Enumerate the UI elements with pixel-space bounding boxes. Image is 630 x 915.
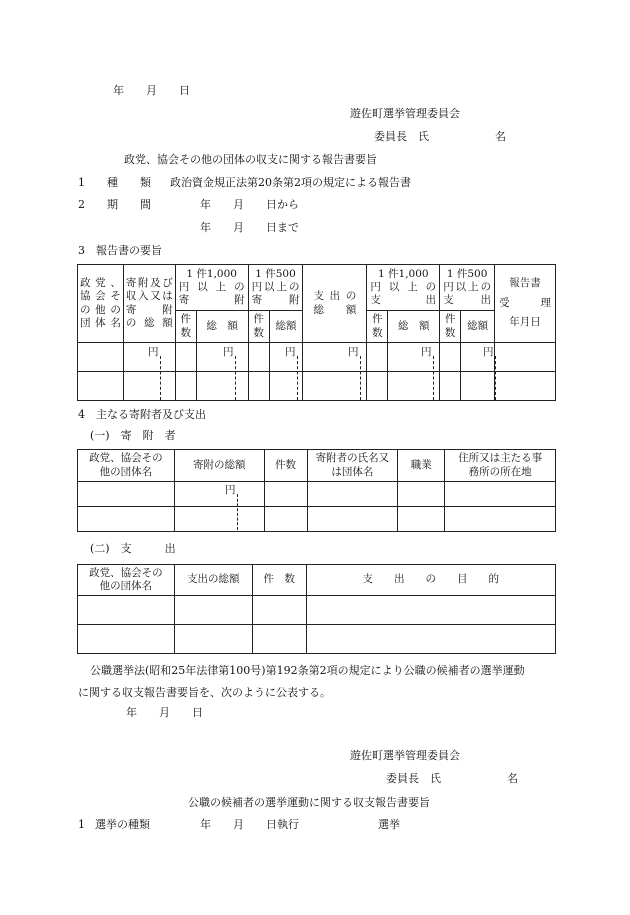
item4-heading: 4 主なる寄附者及び支出 xyxy=(78,408,206,421)
yen-unit: 円 xyxy=(483,346,494,358)
table-row xyxy=(78,507,556,532)
notice-line-1: 公職選挙法(昭和25年法律第100号)第192条第2項の規定により公職の候補者の選挙運動 xyxy=(90,664,525,677)
sub-count: 件数 xyxy=(440,311,461,343)
col-count: 件数 xyxy=(264,450,307,482)
col-donation-500: 1 件500 円以上の 寄 附 xyxy=(248,265,303,311)
col-received-date: 報告書 受 理 年月日 xyxy=(495,265,556,343)
period-from: 年 月 日から xyxy=(200,198,299,211)
col-expense-total: 支出の総額 xyxy=(174,565,252,596)
committee-name: 遊佐町選挙管理委員会 xyxy=(350,107,460,120)
item1-value: 政治資金規正法第20条第2項の規定による報告書 xyxy=(170,176,411,189)
col-org-name: 政党、協会その他の団体名 xyxy=(78,565,175,596)
notice-title: 公職の候補者の選挙運動に関する収支報告書要旨 xyxy=(188,796,430,809)
expenses-subheading: (二) 支 出 xyxy=(90,542,176,555)
donors-subheading: (一) 寄 附 者 xyxy=(90,429,176,442)
col-org-name: 政党、協会その他の団体名 xyxy=(78,450,175,482)
col-expense-total: 支 出 の 総 額 xyxy=(303,265,367,343)
col-donation-1000: 1 件1,000 円 以 上 の 寄 附 xyxy=(175,265,248,311)
period-to: 年 月 日まで xyxy=(200,221,299,234)
notice-line-2: に関する収支報告書要旨を、次のように公表する。 xyxy=(78,686,331,699)
sub-count: 件数 xyxy=(175,311,196,343)
item1-label: 種 類 xyxy=(107,176,151,189)
yen-unit: 円 xyxy=(223,346,234,358)
sub-total: 総 額 xyxy=(388,311,440,343)
expenses-table xyxy=(77,564,556,654)
col-donation-total: 寄附の総額 xyxy=(174,450,264,482)
notice-item1-label: 選挙の種類 xyxy=(95,818,150,831)
col-purpose: 支 出 の 目 的 xyxy=(306,565,555,596)
table-row xyxy=(78,372,556,401)
sub-total: 総 額 xyxy=(196,311,248,343)
sub-total: 総額 xyxy=(269,311,303,343)
item3-heading: 3 報告書の要旨 xyxy=(78,244,162,257)
election-date: 年 月 日執行 xyxy=(200,818,299,831)
digit-separator xyxy=(235,356,236,400)
sub-count: 件数 xyxy=(367,311,388,343)
yen-unit: 円 xyxy=(225,484,236,496)
yen-unit: 円 xyxy=(285,346,296,358)
notice-item1-number: 1 xyxy=(78,818,85,831)
donors-table xyxy=(77,449,556,532)
col-total-income: 寄附及び 収入又は 寄 附 の 総 額 xyxy=(123,265,175,343)
report-date: 年 月 日 xyxy=(113,84,190,97)
yen-unit: 円 xyxy=(148,346,159,358)
table-row xyxy=(78,482,556,507)
committee-chair: 委員長 氏 名 xyxy=(374,130,506,143)
col-expense-500: 1 件500 円以上の 支 出 xyxy=(440,265,495,311)
digit-separator xyxy=(237,494,238,530)
table-row xyxy=(78,625,556,654)
digit-separator xyxy=(495,356,496,400)
election-type: 選挙 xyxy=(378,818,400,831)
col-occupation: 職業 xyxy=(398,450,445,482)
digit-separator xyxy=(433,356,434,400)
col-expense-1000: 1 件1,000 円 以 上 の 支 出 xyxy=(367,265,440,311)
summary-table xyxy=(77,264,556,401)
notice-date: 年 月 日 xyxy=(126,706,203,719)
document-title: 政党、協会その他の団体の収支に関する報告書要旨 xyxy=(124,153,377,166)
yen-unit: 円 xyxy=(421,346,432,358)
item2-number: 2 xyxy=(78,198,85,211)
notice-chair: 委員長 氏 名 xyxy=(386,772,518,785)
digit-separator xyxy=(160,356,161,400)
digit-separator xyxy=(297,356,298,400)
table-row xyxy=(78,596,556,625)
col-count: 件 数 xyxy=(252,565,306,596)
yen-unit: 円 xyxy=(348,346,359,358)
notice-committee: 遊佐町選挙管理委員会 xyxy=(350,749,460,762)
item2-label: 期 間 xyxy=(107,198,151,211)
item1-number: 1 xyxy=(78,176,85,189)
digit-separator xyxy=(360,356,361,400)
col-donor-name: 寄附者の氏名又は団体名 xyxy=(307,450,398,482)
sub-total: 総額 xyxy=(461,311,495,343)
col-org-name: 政党、協会その他の団体名 xyxy=(78,265,124,343)
col-address: 住所又は主たる事務所の所在地 xyxy=(445,450,556,482)
sub-count: 件数 xyxy=(248,311,269,343)
